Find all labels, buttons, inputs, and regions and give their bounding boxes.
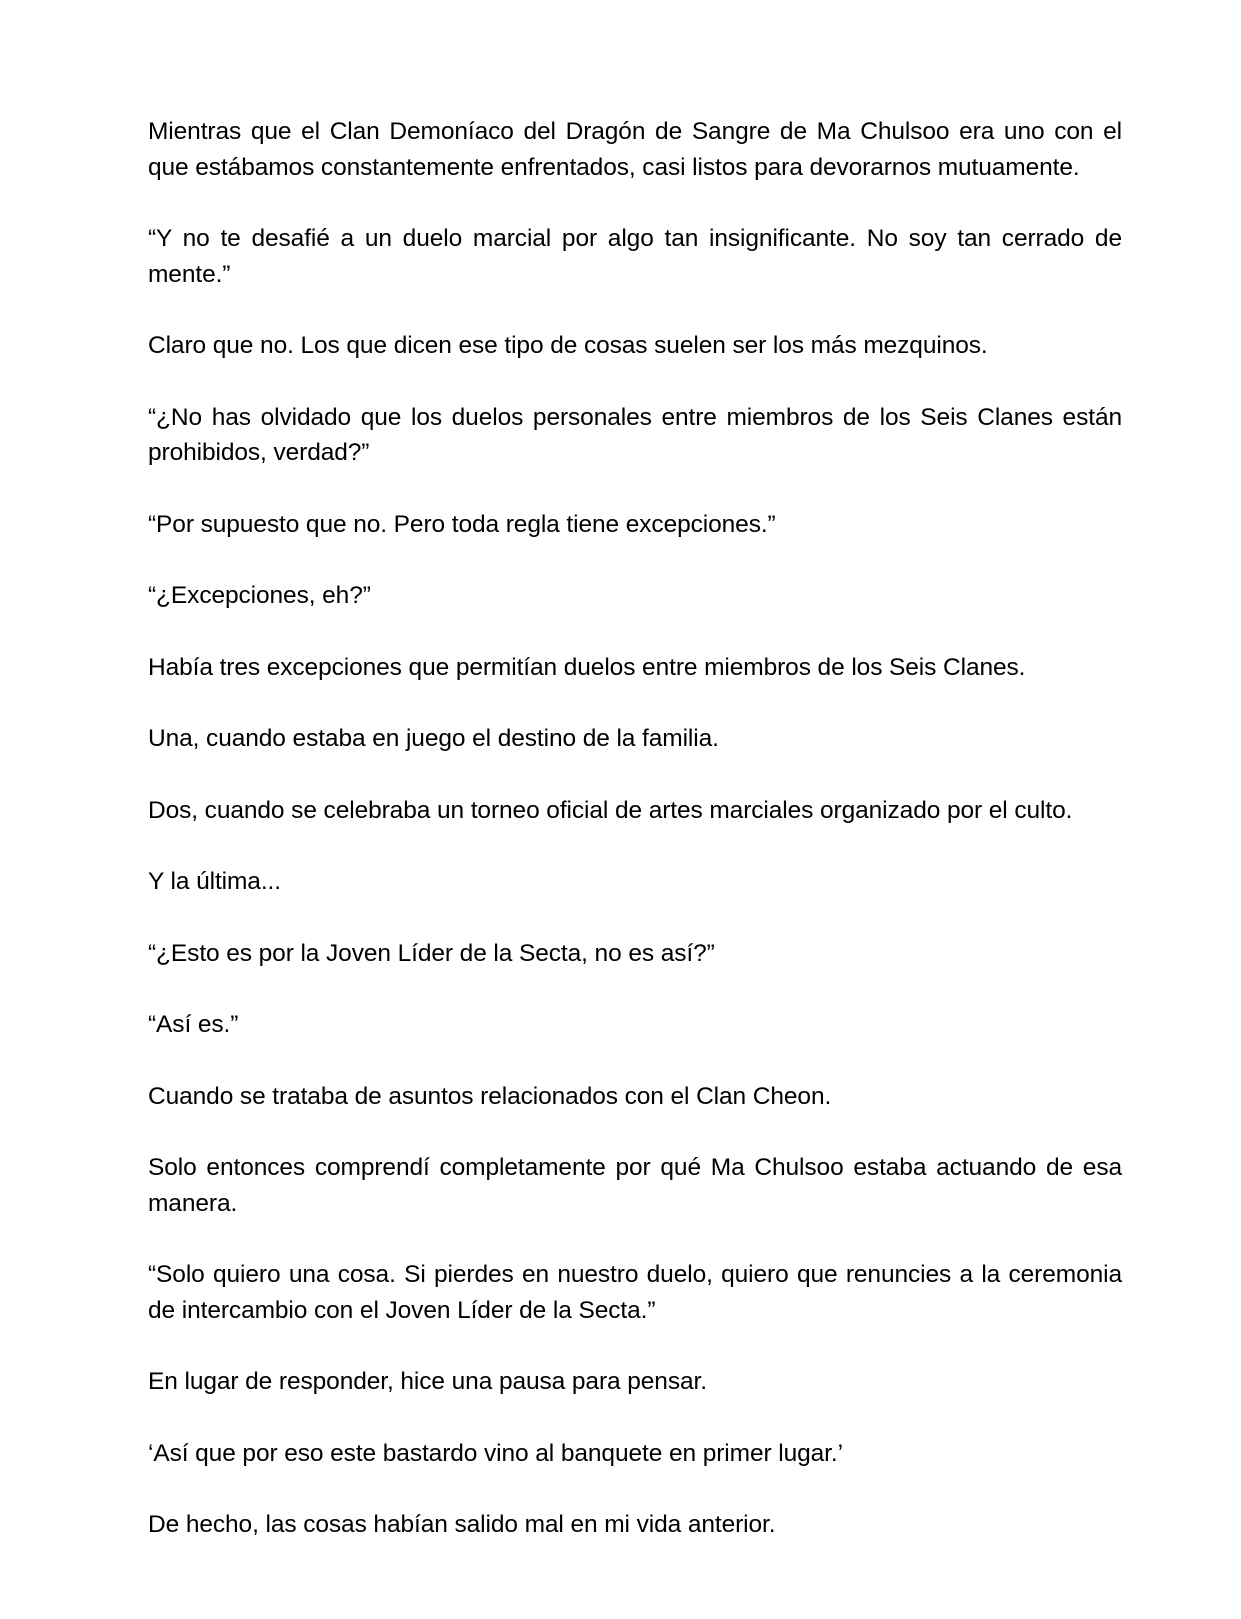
- paragraph: ‘Así que por eso este bastardo vino al banquete en primer lugar.’: [148, 1439, 843, 1467]
- paragraph: Dos, cuando se celebraba un torneo oficial de artes marciales organizado por el culto.: [148, 796, 1073, 824]
- paragraph: Y la última...: [148, 868, 281, 895]
- paragraph: “Y no te desafié a un duelo marcial por algo tan insignificante. No soy tan cerrado de mente.”: [148, 225, 1122, 288]
- paragraph: “Así es.”: [148, 1011, 239, 1038]
- paragraph: “Solo quiero una cosa. Si pierdes en nuestro duelo, quiero que renuncies a la ceremonia de intercambio con el Joven Líder de la Secta.”: [148, 1261, 1122, 1324]
- paragraph: “¿Esto es por la Joven Líder de la Secta, no es así?”: [148, 939, 715, 967]
- paragraph: “Por supuesto que no. Pero toda regla tiene excepciones.”: [148, 510, 776, 538]
- paragraph: “¿No has olvidado que los duelos personales entre miembros de los Seis Clanes están prohibidos, verdad?”: [148, 403, 1122, 466]
- paragraph: En lugar de responder, hice una pausa para pensar.: [148, 1368, 707, 1395]
- document-page: [148, 114, 1122, 1543]
- paragraph: “¿Excepciones, eh?”: [148, 582, 371, 609]
- paragraph: Claro que no. Los que dicen ese tipo de cosas suelen ser los más mezquinos.: [148, 332, 988, 359]
- paragraph: Mientras que el Clan Demoníaco del Dragón de Sangre de Ma Chulsoo era uno con el que estábamos constantemente enfrentados, casi listos para devorarnos mutuamente.: [148, 118, 1122, 181]
- paragraph: Cuando se trataba de asuntos relacionados con el Clan Cheon.: [148, 1082, 832, 1110]
- paragraph: Había tres excepciones que permitían duelos entre miembros de los Seis Clanes.: [148, 653, 1026, 681]
- paragraph: De hecho, las cosas habían salido mal en mi vida anterior.: [148, 1511, 776, 1538]
- paragraph: Una, cuando estaba en juego el destino de la familia.: [148, 725, 719, 752]
- paragraph: Solo entonces comprendí completamente por qué Ma Chulsoo estaba actuando de esa manera.: [148, 1154, 1122, 1217]
